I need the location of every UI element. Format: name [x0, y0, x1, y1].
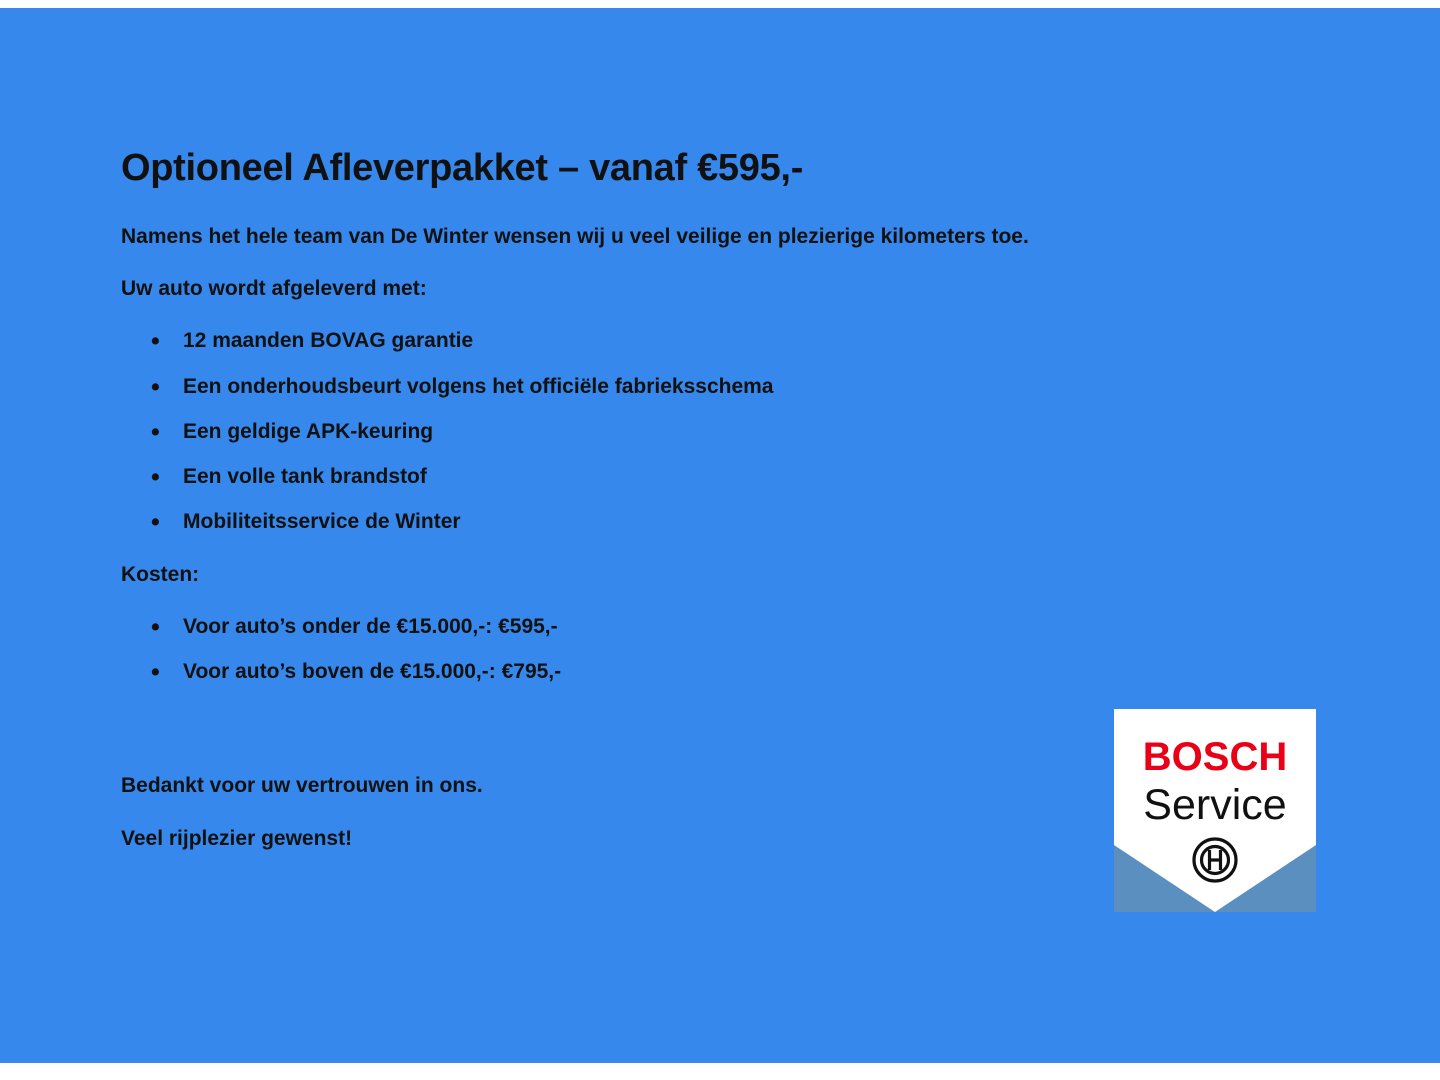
slide-canvas — [0, 8, 1440, 1063]
list-item: • Een geldige APK-keuring — [151, 419, 1321, 445]
closing-thanks: Bedankt voor uw vertrouwen in ons. — [121, 774, 483, 798]
delivery-heading: Uw auto wordt afgeleverd met: — [121, 277, 427, 301]
list-item: • Mobiliteitsservice de Winter — [151, 509, 1321, 535]
bosch-armature-icon — [1192, 837, 1238, 883]
logo-brand-text: BOSCH — [1142, 735, 1288, 779]
intro-paragraph: Namens het hele team van De Winter wensen wij u veel veilige en plezierige kilometers toe. — [121, 224, 1029, 248]
list-item: • Een onderhoudsbeurt volgens het officiële fabrieksschema — [151, 374, 1321, 400]
list-item: • 12 maanden BOVAG garantie — [151, 328, 1321, 354]
logo-service-text: Service — [1143, 781, 1287, 829]
costs-list — [121, 614, 1321, 686]
costs-heading: Kosten: — [121, 562, 200, 586]
delivery-list — [121, 328, 1321, 535]
page-title: Optioneel Afleverpakket – vanaf €595,- — [121, 147, 804, 189]
list-item: • Voor auto’s onder de €15.000,-: €595,- — [151, 614, 1321, 640]
list-item: • Een volle tank brandstof — [151, 464, 1321, 490]
list-item: • Voor auto’s boven de €15.000,-: €795,- — [151, 659, 1321, 685]
bosch-service-logo — [1114, 709, 1316, 912]
closing-wish: Veel rijplezier gewenst! — [121, 826, 353, 850]
